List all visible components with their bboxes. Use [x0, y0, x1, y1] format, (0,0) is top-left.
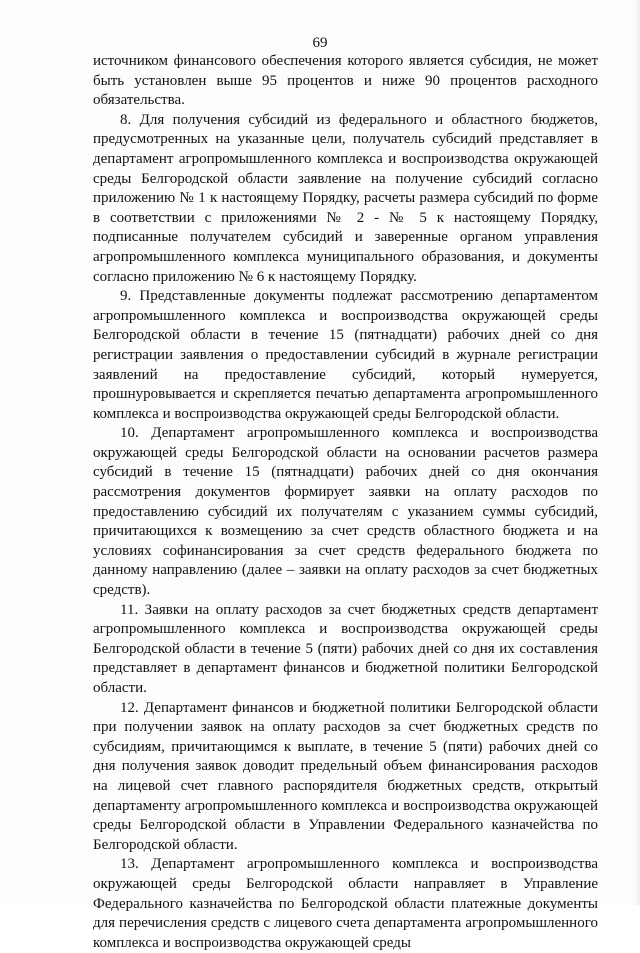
paragraph-11: 11. Заявки на оплату расходов за счет бюджетных средств департамент агропромышленного комплекса и воспроизводства окружающей среды Белгородской области в течение 5 (пяти) рабочих дней со дня их составления представляет в департамент финансов и бюджетной политики Белгородской области. — [93, 601, 598, 696]
scan-edge-shadow — [634, 0, 640, 905]
paragraph-13: 13. Департамент агропромышленного комплекса и воспроизводства окружающей среды Белгородской области направляет в Управление Федерального казначейства по Белгородской области платежные документы для перечисления средств с лицевого счета департамента агропромышленного комплекса и воспроизводства окружающей среды — [93, 856, 598, 951]
paragraph-12: 12. Департамент финансов и бюджетной политики Белгородской области при получении заявок на оплату расходов за счет бюджетных средств по субсидиям, причитающимся к выплате, в течение 5 (пяти) рабочих дней со дня получения заявок доводит предельный объем финансирования расходов на лицевой счет главного распорядителя бюджетных средств, открытый департаменту агропромышленного комплекса и воспроизводства окружающей среды Белгородской области в Управлении Федерального казначейства по Белгородской области. — [93, 699, 598, 853]
paragraph-10: 10. Департамент агропромышленного комплекса и воспроизводства окружающей среды Белгородской области на основании расчетов размера субсидий в течение 15 (пятнадцати) рабочих дней со дня окончания рассмотрения документов формирует заявки на оплату расходов по предоставлению субсидий их получателям с указанием суммы субсидий, причитающихся к возмещению за счет средств областного бюджета и на условиях софинансирования за счет средств федерального бюджета по данному направлению (далее – заявки на оплату расходов за счет бюджетных средств). — [93, 425, 598, 599]
document-body — [93, 52, 598, 953]
paragraph-8: 8. Для получения субсидий из федерального и областного бюджетов, предусмотренных на указанные цели, получатель субсидий представляет в департамент агропромышленного комплекса и воспроизводства окружающей среды Белгородской области заявление на получение субсидий согласно приложению № 1 к настоящему Порядку, расчеты размера субсидий по форме в соответствии с приложениями № 2 - № 5 к настоящему Порядку, подписанные получателем субсидий и заверенные органом управления агропромышленного комплекса муниципального образования, и документы согласно приложению № 6 к настоящему Порядку. — [93, 111, 598, 285]
paragraph-9: 9. Представленные документы подлежат рассмотрению департаментом агропромышленного комплекса и воспроизводства окружающей среды Белгородской области в течение 15 (пятнадцати) рабочих дней со дня регистрации заявления о предоставлении субсидий в журнале регистрации заявлений на предоставление субсидий, который нумеруется, прошнуровывается и скрепляется печатью департамента агропромышленного комплекса и воспроизводства окружающей среды Белгородской области. — [93, 288, 598, 422]
paragraph-continuation: источником финансового обеспечения которого является субсидия, не может быть установлен выше 95 процентов и ниже 90 процентов расходного обязательства. — [93, 53, 598, 109]
page-number: 69 — [312, 35, 328, 51]
